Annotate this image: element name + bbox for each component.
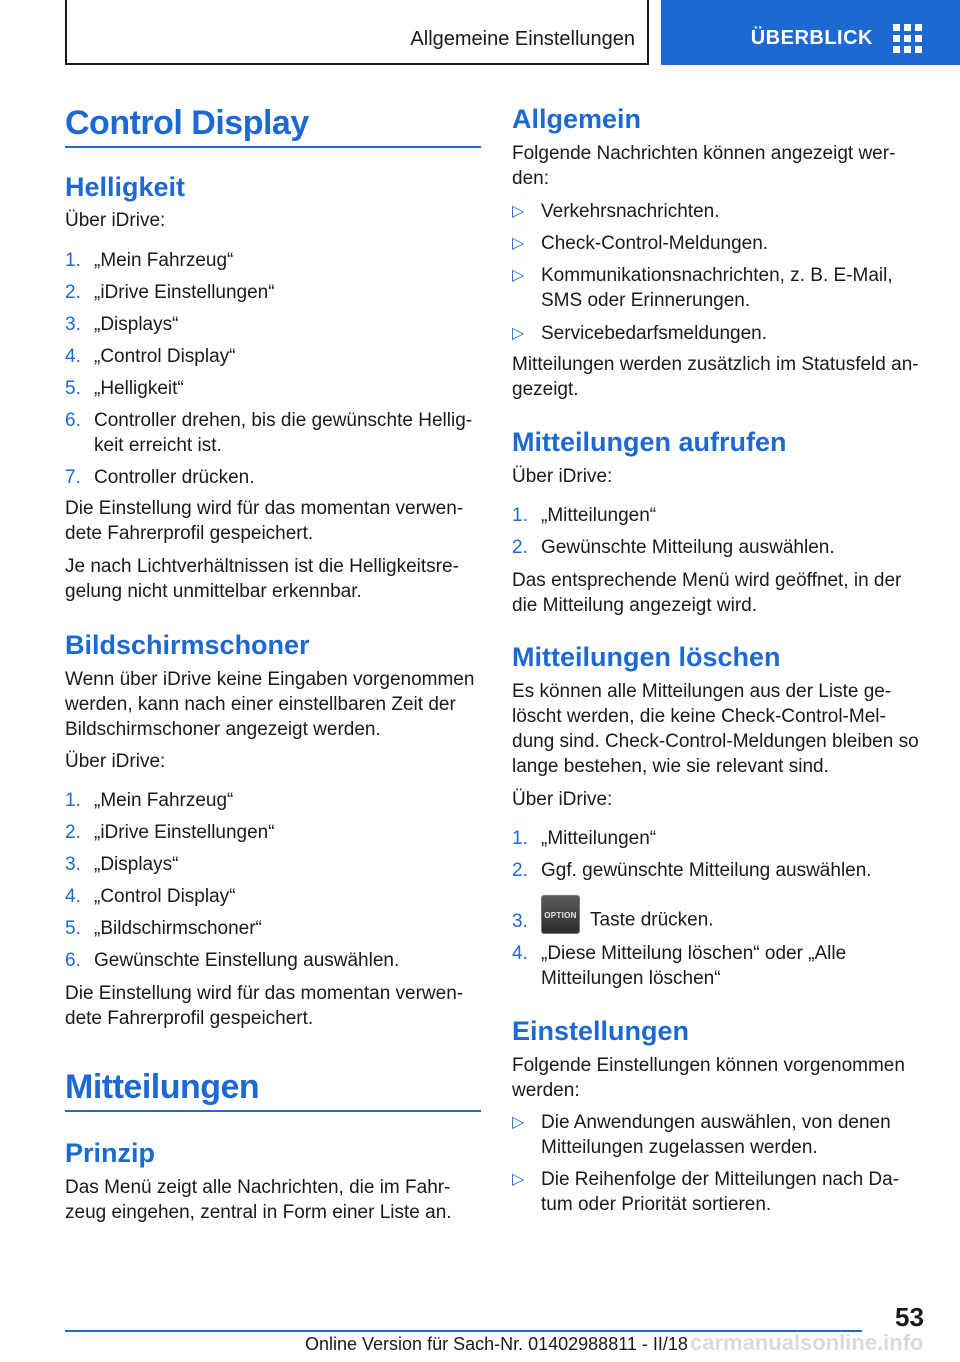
helligkeit-intro <box>65 208 165 233</box>
allgemein-note-line: Mitteilungen werden zusätzlich im Statusfeld an- <box>512 354 919 375</box>
title-rule <box>65 1110 481 1112</box>
prinzip-text <box>65 1175 452 1225</box>
bullet-text: Die Anwendungen auswählen, von denen Mitteilungen zugelassen werden. <box>541 1112 891 1158</box>
bildschirmschoner-desc <box>65 667 474 742</box>
section-tab-label: Allgemeine Einstellungen <box>410 28 635 50</box>
step-number: 5. <box>65 378 81 399</box>
step-number: 2. <box>512 537 528 558</box>
grid-icon <box>893 24 922 53</box>
step-text: Gewünschte Mitteilung auswählen. <box>541 537 835 558</box>
step-text: „Displays“ <box>94 314 179 335</box>
loeschen-intro <box>512 787 612 812</box>
step-text-label: Taste drücken. <box>590 909 714 931</box>
bullet-text: Servicebedarfsmeldungen. <box>541 323 768 344</box>
loeschen-desc-line: löscht werden, die keine Check-Control-Mel- <box>512 706 886 727</box>
step-number: 3. <box>65 854 81 875</box>
aufrufen-note <box>512 568 901 618</box>
bildschirmschoner-desc-line: Wenn über iDrive keine Eingaben vorgenommen <box>65 669 475 690</box>
step-number: 1. <box>65 250 81 271</box>
step-number: 6. <box>65 410 81 431</box>
page-number: 53 <box>895 1302 924 1332</box>
step-number: 3. <box>65 314 81 335</box>
option-key-icon: OPTION <box>541 895 580 934</box>
title-rule <box>65 146 481 148</box>
step-text: „Mitteilungen“ <box>541 505 657 526</box>
step-number: 1. <box>512 828 528 849</box>
allgemein-intro <box>512 141 895 191</box>
helligkeit-note2-line: Je nach Lichtverhältnissen ist die Helligkeitsre- <box>65 556 459 577</box>
heading-prinzip: Prinzip <box>65 1138 156 1168</box>
step-number: 7. <box>65 467 81 488</box>
step-number: 2. <box>65 822 81 843</box>
step-text: „Helligkeit“ <box>94 378 184 399</box>
einstellungen-intro <box>512 1053 905 1103</box>
bildschirmschoner-intro-line: Über iDrive: <box>65 751 166 772</box>
helligkeit-note2 <box>65 554 459 604</box>
prinzip-text-line: Das Menü zeigt alle Nachrichten, die im Fahr- <box>65 1177 451 1198</box>
step-number: 5. <box>65 918 81 939</box>
bullet-text: Kommunikationsnachrichten, z. B. E-Mail, SMS oder Erinnerungen. <box>541 265 893 311</box>
heading-einstellungen: Einstellungen <box>512 1016 690 1046</box>
watermark: carmanualsonline.info <box>690 1330 924 1355</box>
bildschirmschoner-note <box>65 981 463 1031</box>
aufrufen-note-line: die Mitteilung angezeigt wird. <box>512 595 758 616</box>
heading-bildschirmschoner: Bildschirmschoner <box>65 630 310 660</box>
heading-mitteilungen-loeschen: Mitteilungen löschen <box>512 642 781 672</box>
bullet-text: Check-Control-Meldungen. <box>541 233 769 254</box>
loeschen-desc-line: dung sind. Check-Control-Meldungen bleiben so <box>512 731 919 752</box>
step-text: „Control Display“ <box>94 346 236 367</box>
overview-button-label: ÜBERBLICK <box>750 27 873 49</box>
allgemein-note <box>512 352 919 402</box>
allgemein-intro-line: Folgende Nachrichten können angezeigt wer- <box>512 143 896 164</box>
triangle-right-icon: ▷ <box>512 203 525 220</box>
bildschirmschoner-note-line: Die Einstellung wird für das momentan verwen- <box>65 983 464 1004</box>
bullet-text: Verkehrsnachrichten. <box>541 201 720 222</box>
allgemein-intro-line: den: <box>512 168 549 189</box>
helligkeit-note1-line: dete Fahrerprofil gespeichert. <box>65 523 314 544</box>
step-text: „iDrive Einstellungen“ <box>94 822 275 843</box>
step-number: 1. <box>65 790 81 811</box>
helligkeit-intro-line: Über iDrive: <box>65 210 166 231</box>
bildschirmschoner-intro <box>65 749 165 774</box>
online-version-link[interactable]: Online Version für Sach-Nr. 01402988811 - II/18 <box>305 1334 688 1354</box>
aufrufen-note-line: Das entsprechende Menü wird geöffnet, in der <box>512 570 902 591</box>
step-text <box>541 901 714 940</box>
title-mitteilungen: Mitteilungen <box>65 1068 260 1106</box>
triangle-right-icon: ▷ <box>512 267 525 284</box>
step-text: Gewünschte Einstellung auswählen. <box>94 950 400 971</box>
loeschen-desc-line: lange bestehen, wie sie relevant sind. <box>512 756 829 777</box>
title-control-display: Control Display <box>65 104 309 142</box>
step-text: „Mein Fahrzeug“ <box>94 790 234 811</box>
bildschirmschoner-note-line: dete Fahrerprofil gespeichert. <box>65 1008 314 1029</box>
prinzip-text-line: zeug eingehen, zentral in Form einer Liste an. <box>65 1202 452 1223</box>
aufrufen-intro <box>512 464 612 489</box>
step-text: „Diese Mitteilung löschen“ oder „Alle Mitteilungen löschen“ <box>541 943 847 989</box>
section-tab[interactable] <box>65 0 649 65</box>
step-text: Controller drücken. <box>94 467 255 488</box>
allgemein-note-line: gezeigt. <box>512 379 579 400</box>
triangle-right-icon: ▷ <box>512 1171 525 1188</box>
loeschen-intro-line: Über iDrive: <box>512 789 613 810</box>
page-header <box>0 0 960 66</box>
loeschen-desc-line: Es können alle Mitteilungen aus der Liste ge- <box>512 681 892 702</box>
einstellungen-intro-line: werden: <box>512 1080 580 1101</box>
bildschirmschoner-desc-line: werden, kann nach einer einstellbaren Zeit der <box>65 694 456 715</box>
step-number: 2. <box>512 860 528 881</box>
heading-mitteilungen-aufrufen: Mitteilungen aufrufen <box>512 427 787 457</box>
loeschen-desc <box>512 679 919 779</box>
step-text: „Mein Fahrzeug“ <box>94 250 234 271</box>
triangle-right-icon: ▷ <box>512 1114 525 1131</box>
step-number: 4. <box>65 346 81 367</box>
heading-helligkeit: Helligkeit <box>65 172 186 202</box>
step-text: „Mitteilungen“ <box>541 828 657 849</box>
step-text: Controller drehen, bis die gewünschte Hellig- keit erreicht ist. <box>94 410 473 456</box>
step-text: Ggf. gewünschte Mitteilung auswählen. <box>541 860 872 881</box>
step-text: „Bildschirmschoner“ <box>94 918 262 939</box>
step-number: 2. <box>65 282 81 303</box>
step-number: 4. <box>512 943 528 964</box>
bildschirmschoner-desc-line: Bildschirmschoner angezeigt werden. <box>65 719 381 740</box>
step-text: „iDrive Einstellungen“ <box>94 282 275 303</box>
einstellungen-intro-line: Folgende Einstellungen können vorgenommen <box>512 1055 905 1076</box>
step-number: 1. <box>512 505 528 526</box>
step-number: 3. <box>512 911 528 932</box>
triangle-right-icon: ▷ <box>512 325 525 342</box>
step-text: „Control Display“ <box>94 886 236 907</box>
helligkeit-note1 <box>65 496 463 546</box>
helligkeit-note1-line: Die Einstellung wird für das momentan verwen- <box>65 498 464 519</box>
bullet-text: Die Reihenfolge der Mitteilungen nach Da- tum oder Priorität sortieren. <box>541 1169 900 1215</box>
step-number: 6. <box>65 950 81 971</box>
step-text: „Displays“ <box>94 854 179 875</box>
overview-button[interactable] <box>661 0 960 65</box>
heading-allgemein: Allgemein <box>512 104 642 134</box>
helligkeit-note2-line: gelung nicht unmittelbar erkennbar. <box>65 581 362 602</box>
aufrufen-intro-line: Über iDrive: <box>512 466 613 487</box>
triangle-right-icon: ▷ <box>512 235 525 252</box>
step-number: 4. <box>65 886 81 907</box>
